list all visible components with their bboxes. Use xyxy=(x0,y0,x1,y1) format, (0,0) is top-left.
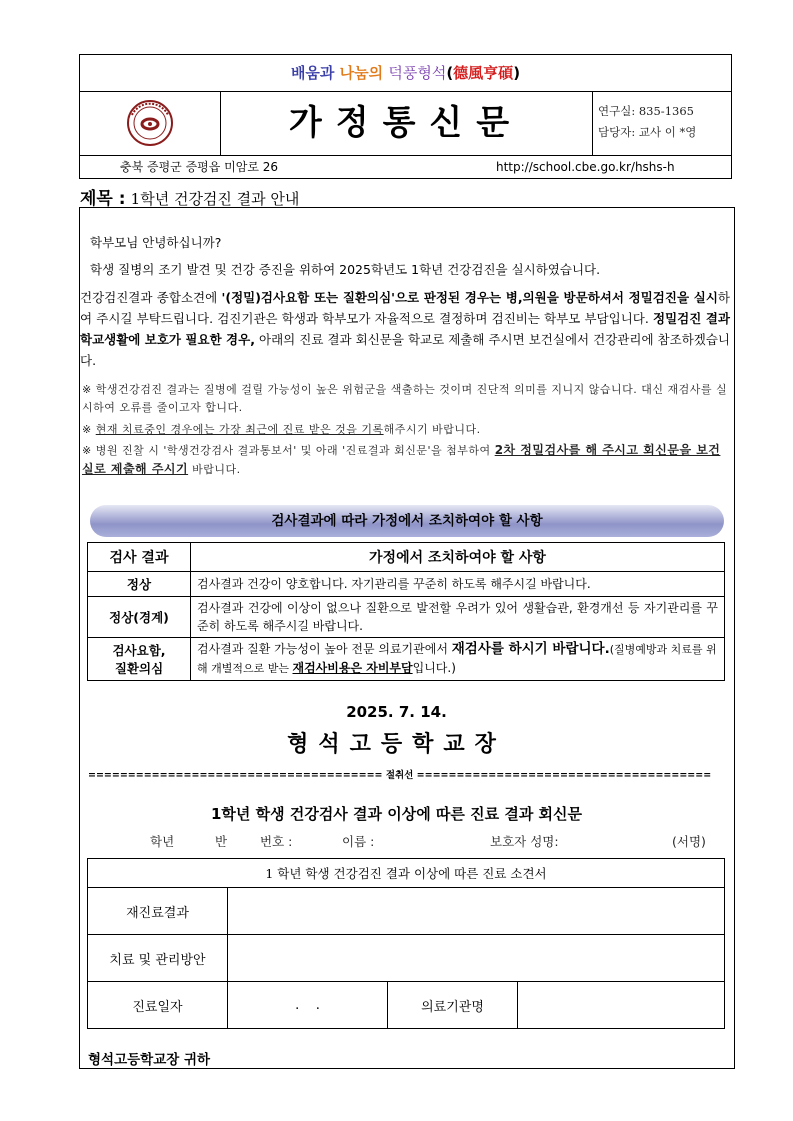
p2-text-d: 정밀검진 결과 학교생활에 보호가 필요한 경우, xyxy=(80,311,730,347)
school-address: 충북 증평군 증평읍 미암로 26 xyxy=(120,160,279,174)
note2-b: 현재 치료중인 경우에는 가장 최근에 진료 받은 것을 기록 xyxy=(95,423,384,436)
row-label-recheck-1: 검사요함, xyxy=(112,643,166,658)
date-input-cell[interactable]: . . xyxy=(228,982,388,1029)
action-banner: 검사결과에 따라 가정에서 조치하여야 할 사항 xyxy=(90,505,724,537)
reply-title: 1학년 학생 건강검사 결과 이상에 따른 진료 결과 회신문 xyxy=(211,805,582,823)
row-label-normal: 정상 xyxy=(88,572,191,597)
row-label-treatment: 치료 및 관리방안 xyxy=(88,935,228,982)
table-row xyxy=(88,982,725,1029)
row-label-result: 재진료결과 xyxy=(88,888,228,935)
row-label-date: 진료일자 xyxy=(88,982,228,1029)
recheck-text-c: (질병예방과 치료를 위해 개별적으로 받는 xyxy=(197,643,717,675)
note2-c: 해주시기 바랍니다. xyxy=(383,423,481,436)
header-box xyxy=(79,54,732,179)
note3-c: 바랍니다. xyxy=(188,463,241,476)
table-row xyxy=(88,888,725,935)
title-row xyxy=(80,91,731,156)
row-text-recheck xyxy=(191,638,725,681)
p2-text-e: 아래의 진료 결과 회신문을 학교로 제출해 주시면 보건실에서 건강관리에 참조하겠습니다. xyxy=(80,332,731,368)
recheck-text-b: 재검사를 하시기 바랍니다. xyxy=(451,641,610,657)
note3-a: ※ 병원 진찰 시 '학생건강검사 결과통보서' 및 아래 '진료결과 회신문'을 첨부하여 xyxy=(82,444,495,457)
subject xyxy=(80,184,299,209)
school-logo xyxy=(80,91,220,155)
p2-text-b: '(정밀)검사요함 또는 질환의심'으로 판정된 경우는 병,의원을 방문하셔서 정밀검진을 실시 xyxy=(221,290,718,305)
slogan-part-3: 덕풍형석 xyxy=(388,64,447,82)
result-input-cell[interactable] xyxy=(228,888,725,935)
institution-input-cell[interactable] xyxy=(518,982,725,1029)
paragraph-2 xyxy=(80,287,730,371)
field-number: 번호 : xyxy=(260,834,293,849)
table-row xyxy=(88,638,725,681)
note-1: ※ 학생건강검진 결과는 질병에 걸릴 가능성이 높은 위험군을 색출하는 것이며 진단적 의미를 지니지 않습니다. 대신 재검사를 실시하여 오류를 줄이고자 합니다. xyxy=(82,383,728,414)
recheck-text-a: 검사결과 질환 가능성이 높아 전문 의료기관에서 xyxy=(197,642,452,656)
note3-b: 2차 정밀검사를 해 주시고 회신문을 보건실로 제출해 주시기 xyxy=(82,443,721,476)
slogan-part-5: 德風亨碩 xyxy=(453,64,514,82)
row-text-borderline: 검사결과 건강에 이상이 없으나 질환으로 발전할 우려가 있어 생활습관, 환경개선 등 자기관리를 꾸준히 하도록 해주시길 바랍니다. xyxy=(191,597,725,638)
table-row xyxy=(88,935,725,982)
address-row xyxy=(80,155,731,179)
treatment-input-cell[interactable] xyxy=(228,935,725,982)
school-url[interactable]: http://school.cbe.go.kr/hshs-h xyxy=(496,160,675,174)
cut-line: ===================================== 절취선 ===================================== xyxy=(88,770,712,781)
note-3 xyxy=(82,441,732,479)
logo-cell xyxy=(80,91,221,155)
paragraph-1: 학생 질병의 조기 발견 및 건강 증진을 위하여 2025학년도 1학년 건강검진을 실시하였습니다. xyxy=(90,262,601,277)
p2-text-c: 하여 주시길 부탁드립니다. 검진기관은 학생과 학부모가 자율적으로 결정하며 검진비는 학부모 부담입니다. xyxy=(80,290,730,326)
contact-phone: 연구실: 835-1365 xyxy=(598,104,694,118)
note2-a: ※ xyxy=(82,423,96,436)
row-text-normal: 검사결과 건강이 양호합니다. 자기관리를 꾸준히 하도록 해주시길 바랍니다. xyxy=(191,572,725,597)
slogan-part-4: ( xyxy=(446,64,454,82)
row-label-institution: 의료기관명 xyxy=(388,982,518,1029)
header-result: 검사 결과 xyxy=(88,543,191,572)
field-grade: 학년 xyxy=(150,834,175,849)
field-guardian: 보호자 성명: xyxy=(490,834,559,849)
header-action: 가정에서 조치하여야 할 사항 xyxy=(191,543,725,572)
table-row xyxy=(88,597,725,638)
contact-person: 담당자: 교사 이 *영 xyxy=(598,125,697,139)
action-table xyxy=(87,542,725,681)
recheck-text-d: 재검사비용은 자비부담 xyxy=(292,661,413,675)
date: 2025. 7. 14. xyxy=(346,703,447,721)
field-name: 이름 : xyxy=(342,834,375,849)
table-row xyxy=(88,572,725,597)
page-title: 가정통신문 xyxy=(220,91,593,155)
row-label-recheck-2: 질환의심 xyxy=(114,661,164,676)
greeting: 학부모님 안녕하십니까? xyxy=(90,235,222,250)
slogan-part-2: 나눔의 xyxy=(339,64,389,82)
subject-label: 제목 : xyxy=(80,189,126,209)
recheck-text-e: 입니다.) xyxy=(412,661,456,675)
p2-text-a: 건강검진결과 종합소견에 xyxy=(80,290,222,305)
row-label-borderline: 정상(경계) xyxy=(88,597,191,638)
contact-info xyxy=(592,91,732,155)
reply-table-header: 1 학년 학생 건강검진 결과 이상에 따른 진료 소견서 xyxy=(88,859,725,888)
reply-table-header-row xyxy=(88,859,725,888)
action-table-header xyxy=(88,543,725,572)
row-label-recheck xyxy=(88,638,191,681)
addressee: 형석고등학교장 귀하 xyxy=(88,1052,211,1068)
note-2 xyxy=(82,421,732,439)
principal-name: 형석고등학교장 xyxy=(287,732,506,757)
subject-text: 1학년 건강검진 결과 안내 xyxy=(130,190,300,208)
field-class: 반 xyxy=(215,834,228,849)
slogan xyxy=(80,55,731,92)
slogan-part-1: 배움과 xyxy=(290,64,340,82)
field-sign: (서명) xyxy=(672,834,706,849)
reply-table xyxy=(87,858,725,1029)
slogan-part-6: ) xyxy=(513,64,521,82)
